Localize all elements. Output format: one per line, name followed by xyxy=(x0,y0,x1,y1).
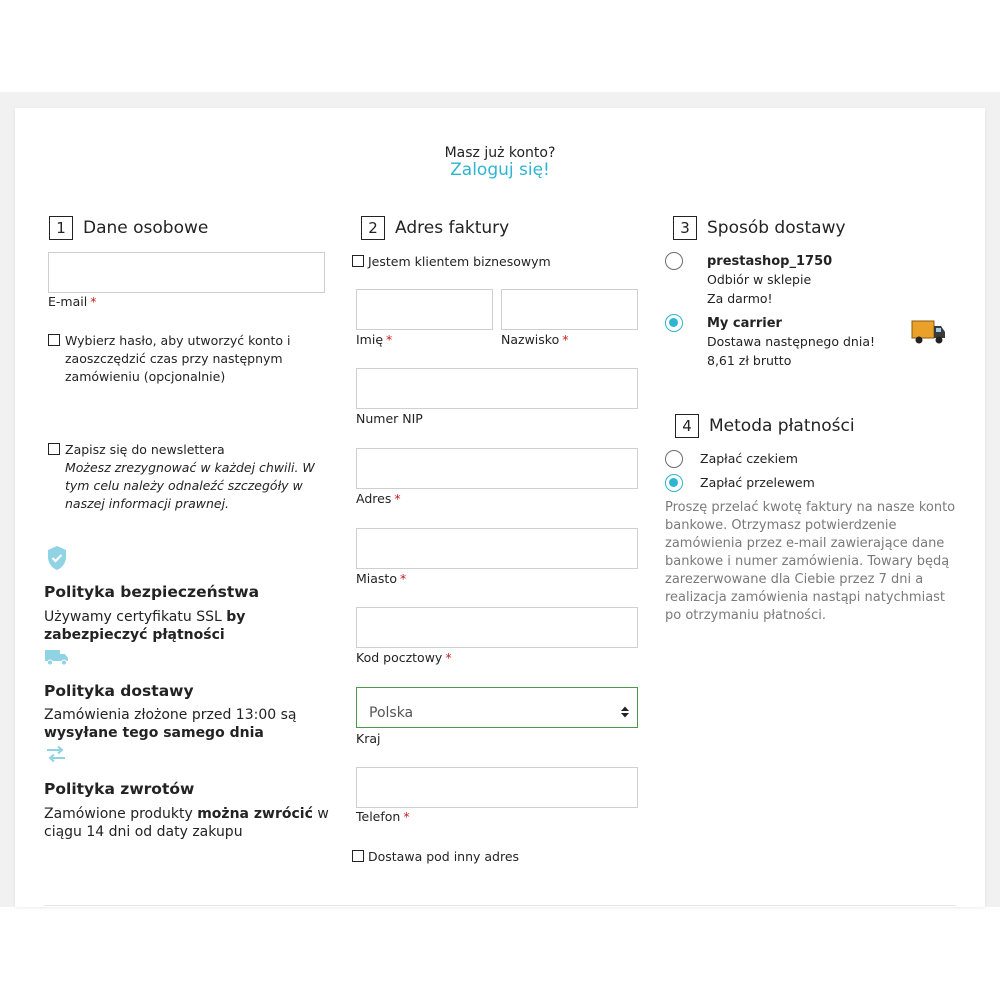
payment-radio-transfer[interactable] xyxy=(665,474,683,492)
other-address-label: Dostawa pod inny adres xyxy=(368,849,520,864)
newsletter-note: Możesz zrezygnować w każdej chwili. W tym celu należy odnaleźć szczegóły w naszej informacji prawnej. xyxy=(65,460,315,511)
first-name-label: Imię * xyxy=(356,332,393,347)
business-customer-checkbox[interactable] xyxy=(352,255,364,267)
country-select-value: Polska xyxy=(369,705,414,721)
email-field[interactable] xyxy=(48,252,325,293)
exchange-icon xyxy=(45,745,67,763)
step-number: 4 xyxy=(675,414,699,438)
address-label: Adres * xyxy=(356,491,401,506)
payment-label: Zapłać czekiem xyxy=(700,451,798,466)
last-name-label: Nazwisko * xyxy=(501,332,569,347)
address-field[interactable] xyxy=(356,448,638,489)
postcode-label: Kod pocztowy * xyxy=(356,650,452,665)
nip-label: Numer NIP xyxy=(356,411,423,426)
returns-policy-title: Polityka zwrotów xyxy=(44,780,195,798)
postcode-field[interactable] xyxy=(356,607,638,648)
carrier-name: My carrier xyxy=(707,316,782,331)
password-optin-row[interactable] xyxy=(48,332,318,386)
step-label: Adres faktury xyxy=(395,218,510,238)
city-field[interactable] xyxy=(356,528,638,569)
delivery-policy-title: Polityka dostawy xyxy=(44,682,194,700)
carrier-price: 8,61 zł brutto xyxy=(707,353,792,368)
carrier-description: Dostawa następnego dnia! xyxy=(707,334,875,349)
login-link[interactable]: Zaloguj się! xyxy=(450,160,550,180)
step-personal-title xyxy=(49,216,208,240)
carrier-radio-prestashop[interactable] xyxy=(665,252,683,270)
step-label: Metoda płatności xyxy=(709,416,855,436)
delivery-policy-text: Zamówienia złożone przed 13:00 są wysyłane tego samego dnia xyxy=(44,707,297,741)
business-customer-label: Jestem klientem biznesowym xyxy=(368,254,551,269)
carrier-radio-my-carrier[interactable] xyxy=(665,314,683,332)
country-label: Kraj xyxy=(356,731,381,746)
password-optin-checkbox[interactable] xyxy=(48,334,60,346)
carrier-price: Za darmo! xyxy=(707,291,773,306)
country-select[interactable] xyxy=(356,687,638,728)
shield-icon xyxy=(46,545,68,571)
step-number: 3 xyxy=(673,216,697,240)
city-label: Miasto * xyxy=(356,571,407,586)
security-policy-text: Używamy certyfikatu SSL by zabezpieczyć płątności xyxy=(44,609,246,643)
step-address-title xyxy=(361,216,509,240)
step-payment-title xyxy=(675,414,855,438)
password-optin-label: Wybierz hasło, aby utworzyć konto i zaoszczędzić czas przy następnym zamówieniu (opcjonalnie) xyxy=(65,333,291,384)
carrier-description: Odbiór w sklepie xyxy=(707,272,812,287)
select-arrows-icon xyxy=(621,704,629,718)
phone-label: Telefon * xyxy=(356,809,410,824)
email-label: E-mail * xyxy=(48,294,97,309)
newsletter-checkbox[interactable] xyxy=(48,443,60,455)
other-address-row[interactable] xyxy=(352,848,519,866)
step-delivery-title xyxy=(673,216,846,240)
nip-field[interactable] xyxy=(356,368,638,409)
security-policy-title: Polityka bezpieczeństwa xyxy=(44,583,260,601)
newsletter-row[interactable] xyxy=(48,441,323,513)
newsletter-label: Zapisz się do newslettera xyxy=(65,442,225,457)
payment-description: Proszę przelać kwotę faktury na nasze konto bankowe. Otrzymasz potwierdzenie zamówienia przez e-mail zawierające dane bankowe i numer zamówienia. Towary będą zarezerwowane dla Ciebie przez 7 dni a realizacja zamówienia nastąpi natychmiast po otrzymaniu płatności. xyxy=(665,500,956,623)
step-number: 1 xyxy=(49,216,73,240)
carrier-name: prestashop_1750 xyxy=(707,254,833,269)
returns-policy-text: Zamówione produkty można zwrócić w ciągu 14 dni od daty zakupu xyxy=(44,806,329,840)
first-name-field[interactable] xyxy=(356,289,493,330)
card-divider xyxy=(44,905,956,906)
step-number: 2 xyxy=(361,216,385,240)
step-label: Sposób dostawy xyxy=(707,218,846,238)
other-address-checkbox[interactable] xyxy=(352,850,364,862)
payment-label: Zapłać przelewem xyxy=(700,475,815,490)
carrier-truck-icon xyxy=(911,317,947,347)
truck-icon xyxy=(44,648,70,666)
business-customer-row[interactable] xyxy=(352,253,551,271)
login-question: Masz już konto? xyxy=(444,145,556,161)
last-name-field[interactable] xyxy=(501,289,638,330)
step-label: Dane osobowe xyxy=(83,218,209,238)
phone-field[interactable] xyxy=(356,767,638,808)
payment-radio-check[interactable] xyxy=(665,450,683,468)
